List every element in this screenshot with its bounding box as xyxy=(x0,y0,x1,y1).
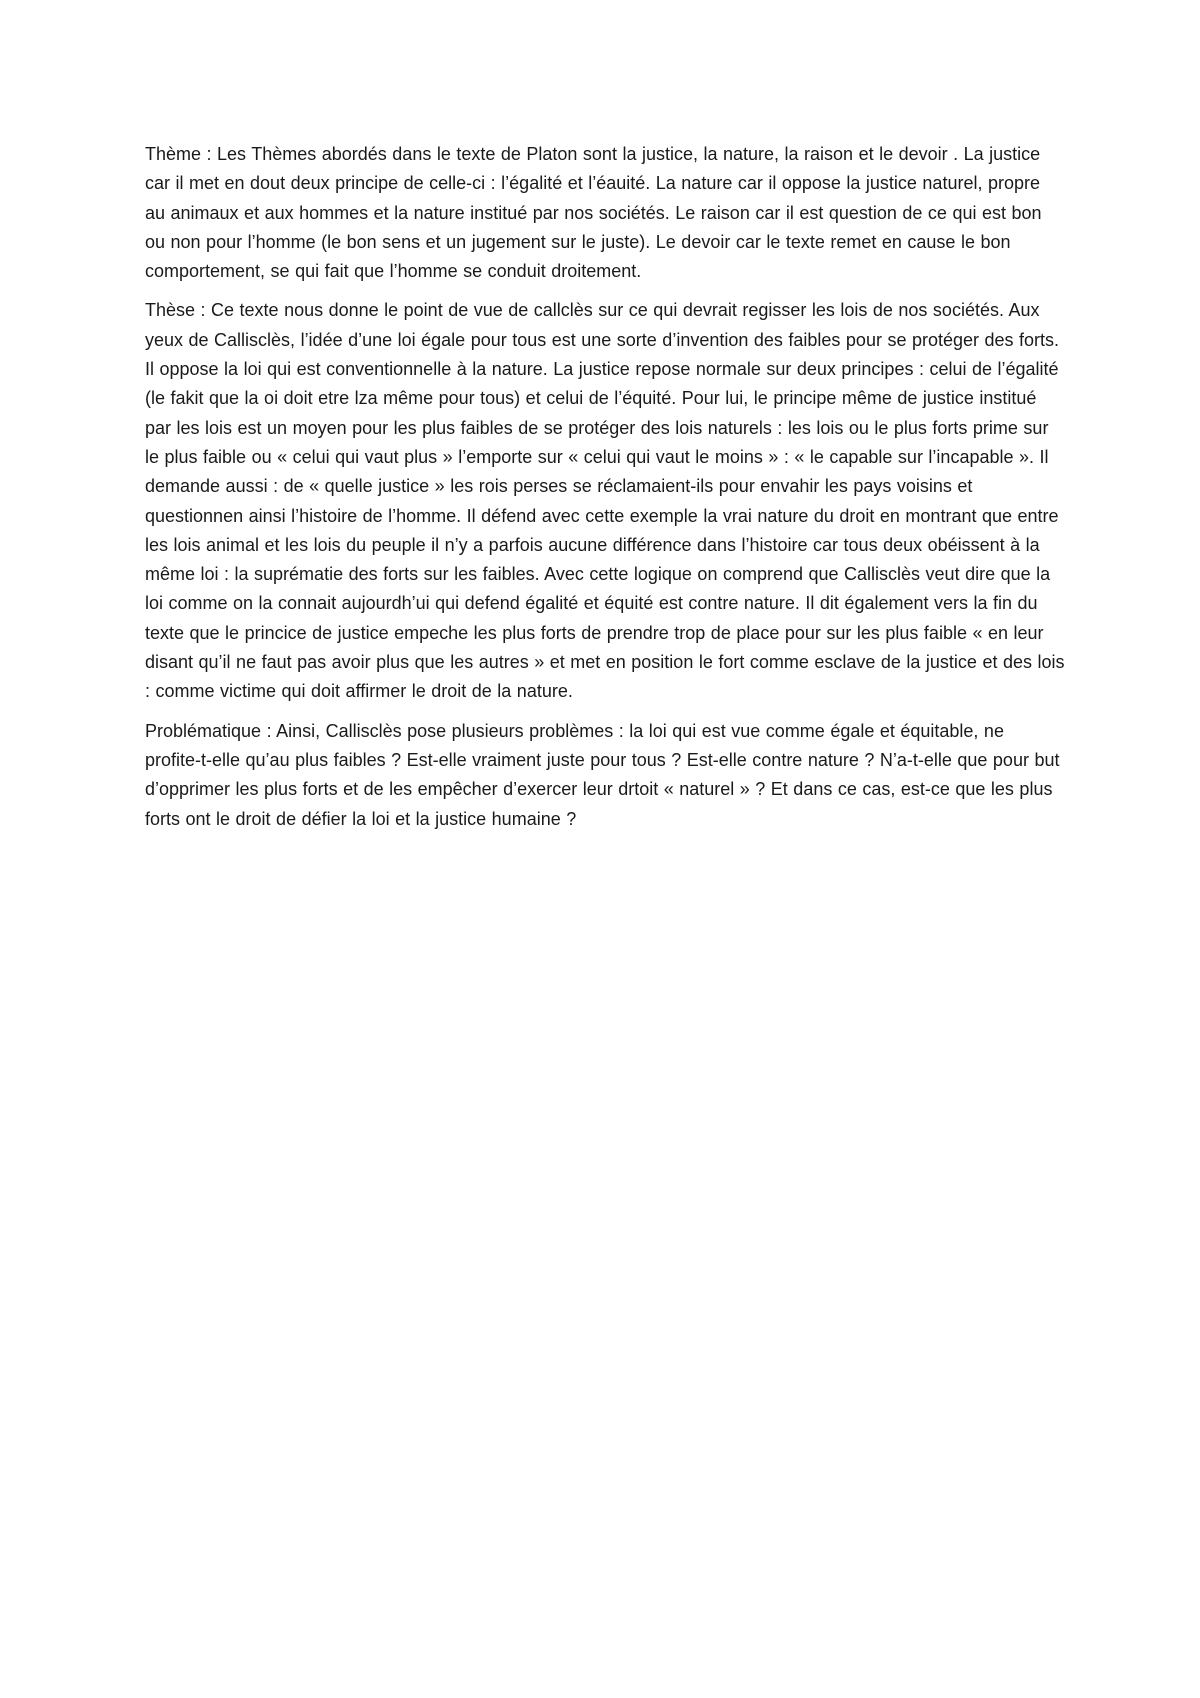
paragraph-theme: Thème : Les Thèmes abordés dans le texte de Platon sont la justice, la nature, la raison et le devoir . La justice car il met en dout deux principe de celle-ci : l’égalité et l’éauité. La nature car il oppose la justice naturel, propre au animaux et aux hommes et la nature institué par nos sociétés. Le raison car il est question de ce qui est bon ou non pour l’homme (le bon sens et un jugement sur le juste). Le devoir car le texte remet en cause le bon comportement, se qui fait que l’homme se conduit droitement. xyxy=(145,144,1042,282)
paragraph-problematique: Problématique : Ainsi, Callisclès pose plusieurs problèmes : la loi qui est vue comme égale et équitable, ne profite-t-elle qu’au plus faibles ? Est-elle vraiment juste pour tous ? Est-elle contre nature ? N’a-t-elle que pour but d’opprimer les plus forts et de les empêcher d’exercer leur drtoit « naturel » ? Et dans ce cas, est-ce que les plus forts ont le droit de défier la loi et la justice humaine ? xyxy=(145,720,1060,829)
paragraph-these: Thèse : Ce texte nous donne le point de vue de callclès sur ce qui devrait regisser les lois de nos sociétés. Aux yeux de Callisclès, l’idée d’une loi égale pour tous est une sorte d’invention des faibles pour se protéger des forts. Il oppose la loi qui est conventionnelle à la nature. La justice repose normale sur deux principes : celui de l’égalité (le fakit que la oi doit etre lza même pour tous) et celui de l’équité. Pour lui, le principe même de justice institué par les lois est un moyen pour les plus faibles de se protéger des lois naturels : les lois ou le plus forts prime sur le plus faible ou « celui qui vaut plus » l’emporte sur « celui qui vaut le moins » : « le capable sur l’incapable ». Il demande aussi : de « quelle justice » les rois perses se réclamaient-ils pour envahir les pays voisins et questionnen ainsi l’histoire de l’homme. Il défend avec cette exemple la vrai nature du droit en montrant que entre les lois animal et les lois du peuple il n’y a parfois aucune différence dans l’histoire car tous deux obéissent à la même loi : la suprématie des forts sur les faibles. Avec cette logique on comprend que Callisclès veut dire que la loi comme on la connait aujourdh’ui qui defend égalité et équité est contre nature. Il dit également vers la fin du texte que le princice de justice empeche les plus forts de prendre trop de place pour sur les plus faible « en leur disant qu’il ne faut pas avoir plus que les autres » et met en position le fort comme esclave de la justice et des lois : comme victime qui doit affirmer le droit de la nature. xyxy=(145,300,1065,702)
document-body xyxy=(145,140,1065,844)
